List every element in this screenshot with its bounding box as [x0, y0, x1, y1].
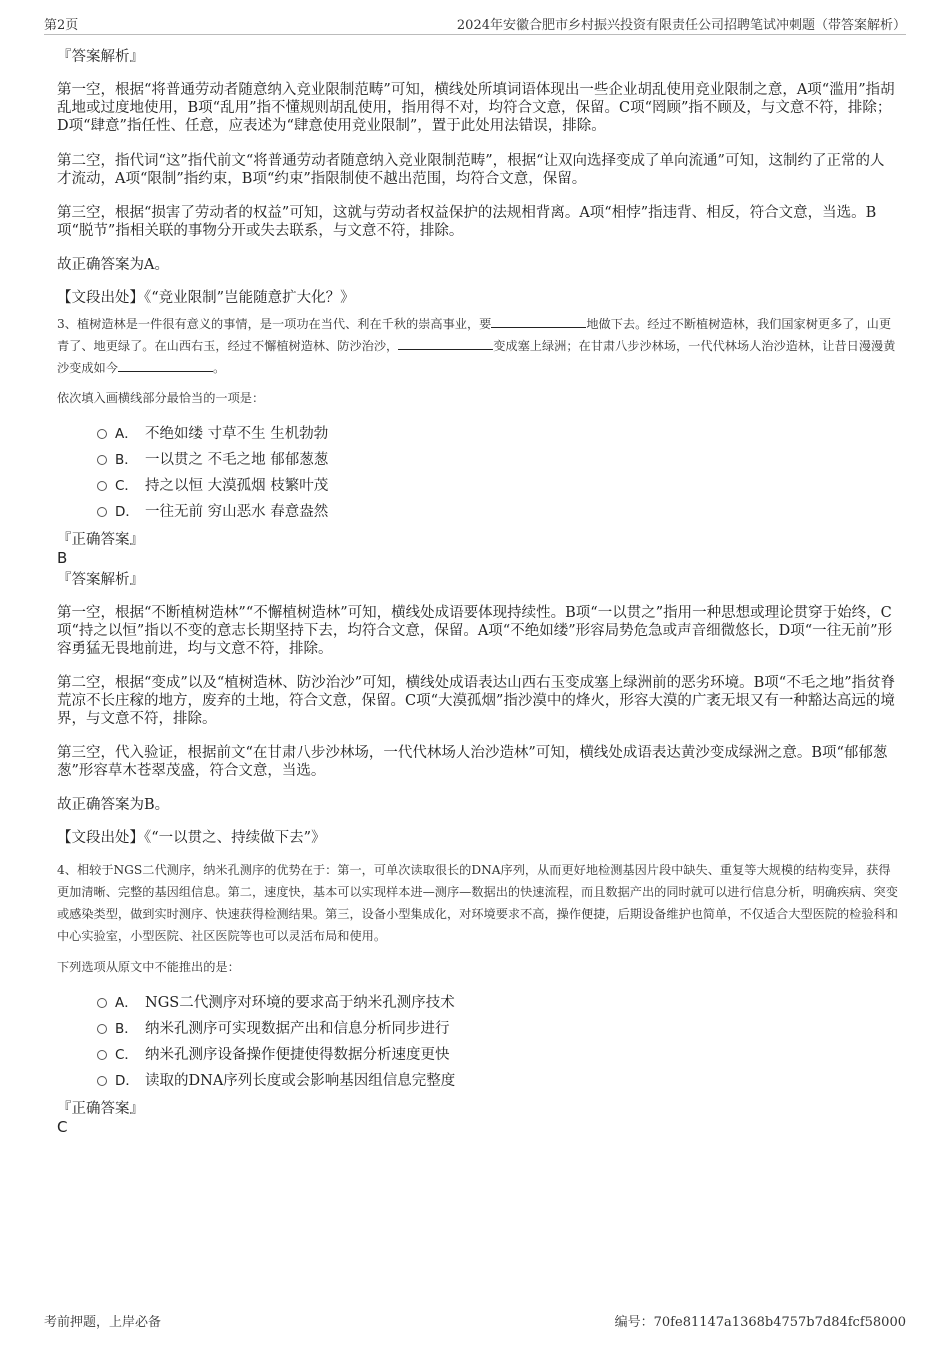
q3-option-b[interactable]: B． 一以贯之 不毛之地 郁郁葱葱 [97, 451, 328, 469]
q4-answer: C [57, 1118, 68, 1136]
q4-prompt: 下列选项从原文中不能推出的是： [57, 960, 240, 974]
q3-blank-3 [118, 357, 213, 372]
q3-answer: B [57, 549, 68, 567]
q3-analysis-paragraph-1: 第一空，根据“不断植树造林”“不懈植树造林”可知，横线处成语要体现持续性。B项“一以贯之”指用一种思想或理论贯穿于始终，C项“持之以恒”指以不变的意志长期坚持下去，均符合文意，保留。A项“不绝如缕”形容局势危急或声音细微悠长，D项“一往无前”形容勇猛无畏地前进，均与文意不符，排除。 [57, 605, 893, 657]
q2-conclusion: 故正确答案为A。 [57, 257, 169, 273]
footer-slogan: 考前押题，上岸必备 [44, 1315, 162, 1330]
q4-option-c[interactable]: C． 纳米孔测序设备操作便捷使得数据分析速度更快 [97, 1046, 450, 1064]
q3-option-a[interactable]: A． 不绝如缕 寸草不生 生机勃勃 [97, 425, 328, 443]
q3-conclusion: 故正确答案为B。 [57, 797, 170, 813]
q3-analysis-paragraph-3: 第三空，代入验证，根据前文“在甘肃八步沙林场，一代代林场人治沙造林”可知，横线处成语表达黄沙变成绿洲之意。B项“郁郁葱葱”形容草木苍翠茂盛，符合文意，当选。 [57, 745, 888, 779]
page-footer [44, 1311, 906, 1331]
q3-option-c[interactable]: C． 持之以恒 大漠孤烟 枝繁叶茂 [97, 477, 328, 495]
q4-option-a[interactable]: A． NGS二代测序对环境的要求高于纳米孔测序技术 [97, 994, 455, 1012]
radio-icon[interactable] [97, 507, 107, 517]
radio-icon[interactable] [97, 1050, 107, 1060]
page-header [44, 14, 906, 35]
radio-icon[interactable] [97, 1024, 107, 1034]
page-number: 第2页 [44, 18, 79, 33]
q3-blank-1 [491, 313, 586, 328]
q2-analysis-paragraph-3: 第三空，根据“损害了劳动者的权益”可知，这就与劳动者权益保护的法规相背离。A项“相悖”指违背、相反，符合文意，当选。B项“脱节”指相关联的事物分开或失去联系，与文意不符，排除。 [57, 205, 877, 239]
q2-analysis-label: 『答案解析』 [57, 49, 144, 65]
q4-option-d[interactable]: D． 读取的DNA序列长度或会影响基因组信息完整度 [97, 1072, 455, 1090]
q4-stem: 4、相较于NGS二代测序，纳米孔测序的优势在于：第一，可单次读取很长的DNA序列，从而更好地检测基因片段中缺失、重复等大规模的结构变异，获得更加清晰、完整的基因组信息。第二，速度快，基本可以实现样本进—测序—数据出的快速流程，而且数据产出的同时就可以进行信息分析，明确疾病、突变或感染类型，做到实时测序、快速获得检测结果。第三，设备小型集成化，对环境要求不高，操作便捷，后期设备维护也简单，不仅适合大型医院的检验科和中心实验室，小型医院、社区医院等也可以灵活布局和使用。 [57, 863, 898, 943]
q2-source: 【文段出处】《“竞业限制”岂能随意扩大化？》 [57, 290, 355, 306]
q3-option-d[interactable]: D． 一往无前 穷山恶水 春意盎然 [97, 503, 328, 521]
q2-analysis-paragraph-1: 第一空，根据“将普通劳动者随意纳入竞业限制范畴”可知，横线处所填词语体现出一些企业胡乱使用竞业限制之意，A项“滥用”指胡乱地或过度地使用，B项“乱用”指不懂规则胡乱使用，指用得不对，均符合文意，保留。C项“罔顾”指不顾及，与文意不符，排除；D项“肆意”指任性、任意，应表述为“肆意使用竞业限制”，置于此处用法错误，排除。 [57, 82, 895, 134]
q4-answer-label: 『正确答案』 [57, 1101, 144, 1117]
q3-answer-label: 『正确答案』 [57, 532, 144, 548]
q3-analysis-label: 『答案解析』 [57, 572, 144, 588]
radio-icon[interactable] [97, 455, 107, 465]
q3-stem: 3、植树造林是一件很有意义的事情，是一项功在当代、利在千秋的崇高事业，要 地做下去。经过不断植树造林，我们国家树更多了，山更青了、地更绿了。在山西右玉，经过不懈植树造林、防沙治沙， 变成塞上绿洲；在甘肃八步沙林场，一代代林场人治沙造林，让昔日漫漫黄沙变成如今 。 [57, 313, 899, 379]
radio-icon[interactable] [97, 1076, 107, 1086]
q3-prompt: 依次填入画横线部分最恰当的一项是： [57, 391, 265, 405]
q4-option-b[interactable]: B． 纳米孔测序可实现数据产出和信息分析同步进行 [97, 1020, 450, 1038]
q3-source: 【文段出处】《“一以贯之、持续做下去”》 [57, 830, 326, 846]
q3-analysis-paragraph-2: 第二空，根据“变成”以及“植树造林、防沙治沙”可知，横线处成语表达山西右玉变成塞上绿洲前的恶劣环境。B项“不毛之地”指贫脊荒凉不长庄稼的地方，废弃的土地，符合文意，保留。C项“大漠孤烟”指沙漠中的烽火，形容大漠的广袤无垠又有一种豁达高远的境界，与文意不符，排除。 [57, 675, 896, 727]
q3-blank-2 [398, 335, 493, 350]
document-title: 2024年安徽合肥市乡村振兴投资有限责任公司招聘笔试冲刺题（带答案解析） [456, 18, 906, 33]
radio-icon[interactable] [97, 429, 107, 439]
radio-icon[interactable] [97, 481, 107, 491]
document-id: 编号：70fe81147a1368b4757b7d84fcf58000 [614, 1315, 906, 1330]
radio-icon[interactable] [97, 998, 107, 1008]
q2-analysis-paragraph-2: 第二空，指代词“这”指代前文“将普通劳动者随意纳入竞业限制范畴”，根据“让双向选择变成了单向流通”可知，这制约了正常的人才流动，A项“限制”指约束，B项“约束”指限制使不越出范围，均符合文意，保留。 [57, 153, 885, 187]
